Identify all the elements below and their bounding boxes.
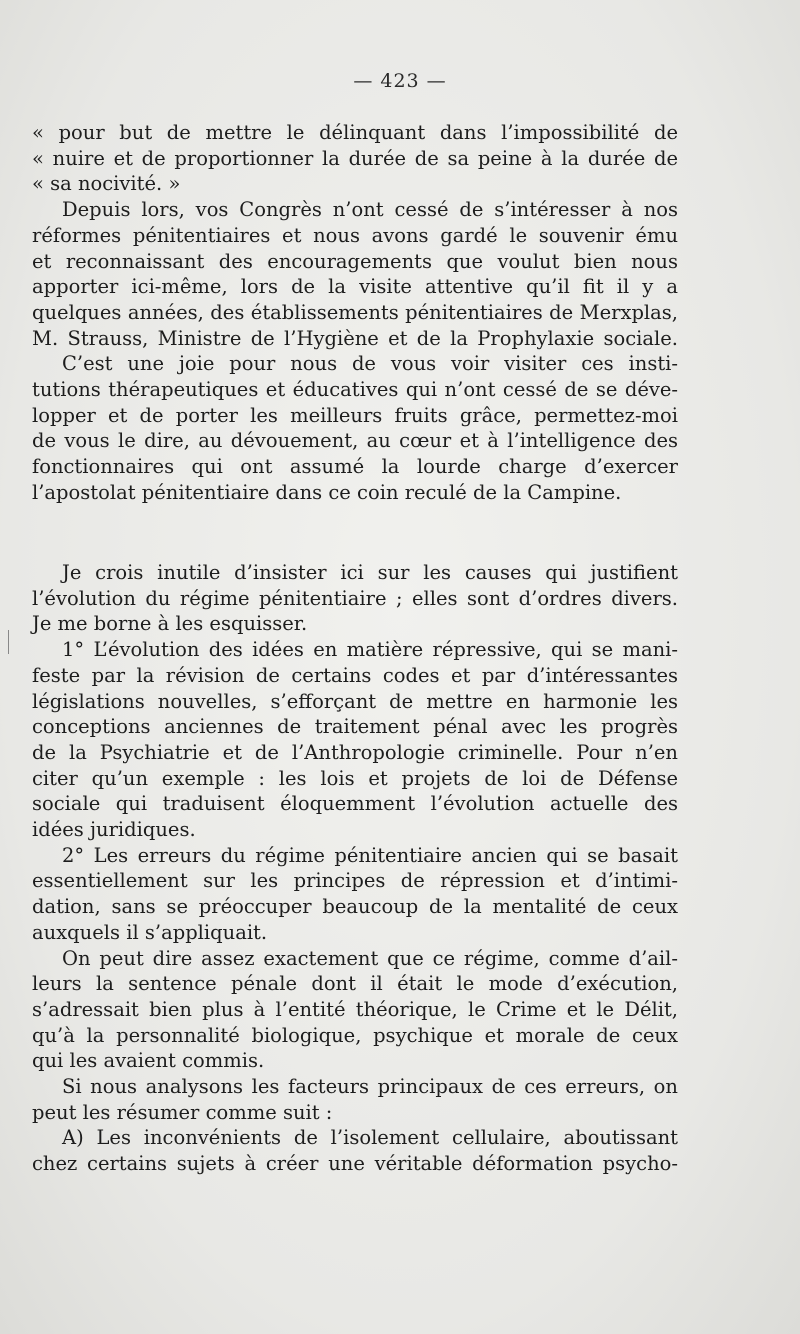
text-line: l’apostolat pénitentiaire dans ce coin reculé de la Campine.: [32, 480, 622, 504]
text-line: A) Les inconvénients de l’isolement cellulaire, aboutissant: [62, 1126, 678, 1150]
text-line: quelques années, des établissements pénitentiaires de Merxplas,: [32, 300, 678, 324]
text-line: On peut dire assez exactement que ce régime, comme d’ail-: [62, 946, 678, 970]
text-line: leurs la sentence pénale dont il était le mode d’exécution,: [32, 972, 678, 996]
text-line: peut les résumer comme suit :: [32, 1100, 333, 1124]
text-line: dation, sans se préoccuper beaucoup de la mentalité de ceux: [32, 895, 678, 919]
text-line: C’est une joie pour nous de vous voir visiter ces insti-: [62, 352, 678, 376]
text-line: sociale qui traduisent éloquemment l’évolution actuelle des: [32, 792, 678, 816]
text-line: idées juridiques.: [32, 818, 196, 842]
text-line: qu’à la personnalité biologique, psychique et morale de ceux: [32, 1023, 678, 1047]
text-line: apporter ici-même, lors de la visite attentive qu’il fit il y a: [32, 275, 678, 299]
text-line: conceptions anciennes de traitement pénal avec les progrès: [32, 715, 678, 739]
text-line: Je crois inutile d’insister ici sur les causes qui justifient: [62, 561, 678, 584]
text-line: « sa nocivité. »: [32, 172, 181, 196]
edge-mark: [8, 630, 9, 654]
text-line: 2° Les erreurs du régime pénitentiaire ancien qui se basait: [62, 843, 678, 867]
page-number: — 423 —: [353, 70, 447, 92]
text-line: lopper et de porter les meilleurs fruits grâce, permettez-moi: [32, 403, 678, 427]
text-line: tutions thérapeutiques et éducatives qui n’ont cessé de se déve-: [32, 378, 678, 402]
text-line: « nuire et de proportionner la durée de sa peine à la durée de: [32, 146, 678, 170]
text-line: citer qu’un exemple : les lois et projets de loi de Défense: [32, 766, 678, 790]
text-line: de la Psychiatrie et de l’Anthropologie criminelle. Pour n’en: [32, 740, 678, 764]
text-line: chez certains sujets à créer une véritable déformation psycho-: [32, 1152, 678, 1176]
text-line: feste par la révision de certains codes et par d’intéressantes: [32, 663, 678, 687]
text-line: s’adressait bien plus à l’entité théorique, le Crime et le Délit,: [32, 997, 678, 1021]
text-line: et reconnaissant des encouragements que voulut bien nous: [32, 249, 678, 273]
text-line: l’évolution du régime pénitentiaire ; elles sont d’ordres divers.: [32, 586, 678, 610]
text-line: Si nous analysons les facteurs principaux de ces erreurs, on: [62, 1075, 678, 1099]
text-block-2: [32, 560, 678, 1177]
text-line: fonctionnaires qui ont assumé la lourde charge d’exercer: [32, 455, 678, 479]
text-line: qui les avaient commis.: [32, 1049, 265, 1073]
text-line: réformes pénitentiaires et nous avons gardé le souvenir ému: [32, 223, 678, 247]
text-line: Depuis lors, vos Congrès n’ont cessé de s’intéresser à nos: [62, 198, 678, 222]
text-line: M. Strauss, Ministre de l’Hygiène et de la Prophylaxie sociale.: [32, 326, 678, 350]
text-block-1: [32, 120, 678, 506]
text-line: Je me borne à les esquisser.: [32, 612, 308, 636]
text-line: de vous le dire, au dévouement, au cœur et à l’intelligence des: [32, 429, 678, 453]
text-line: essentiellement sur les principes de répression et d’intimi-: [32, 869, 678, 893]
text-line: « pour but de mettre le délinquant dans l’impossibilité de: [32, 121, 678, 144]
text-line: auxquels il s’appliquait.: [32, 920, 268, 944]
text-line: 1° L’évolution des idées en matière répressive, qui se mani-: [62, 638, 678, 662]
text-line: législations nouvelles, s’efforçant de mettre en harmonie les: [32, 689, 678, 713]
